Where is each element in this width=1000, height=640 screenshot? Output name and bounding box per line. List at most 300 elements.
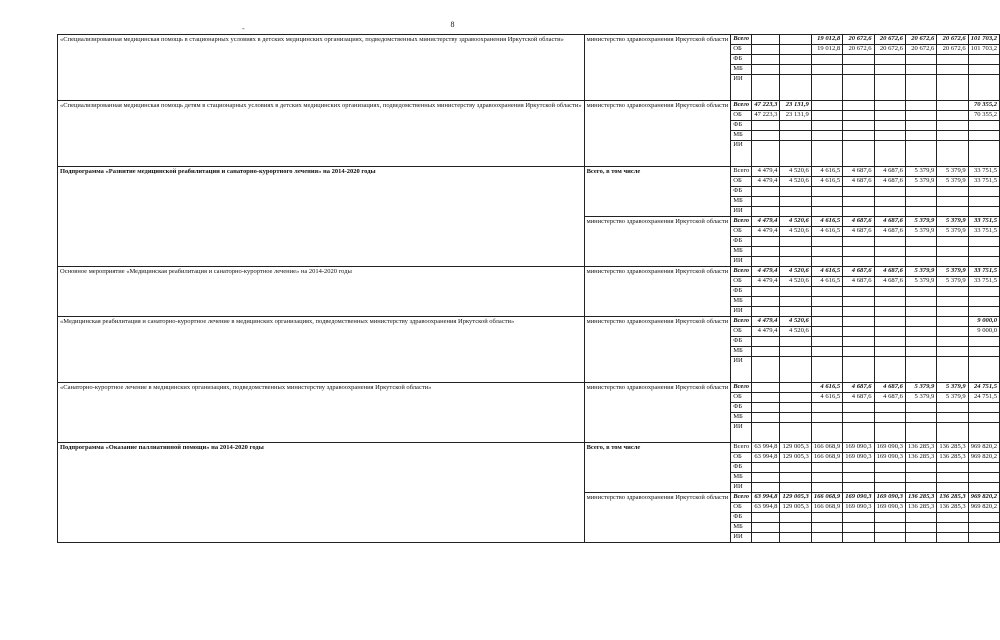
- value-cell: [905, 75, 936, 101]
- value-cell: [874, 337, 905, 347]
- value-cell: [874, 75, 905, 101]
- value-cell: 169 090,3: [874, 493, 905, 503]
- value-cell: [752, 237, 780, 247]
- value-cell: [843, 483, 874, 493]
- value-cell: [780, 483, 811, 493]
- funding-source-cell: МБ: [731, 347, 752, 357]
- value-cell: [811, 75, 842, 101]
- value-cell: [752, 513, 780, 523]
- value-cell: [968, 463, 999, 473]
- value-cell: [937, 237, 968, 247]
- value-cell: [752, 403, 780, 413]
- value-cell: [752, 483, 780, 493]
- value-cell: 4 479,4: [752, 267, 780, 277]
- funding-source-cell: МБ: [731, 247, 752, 257]
- value-cell: [968, 357, 999, 383]
- program-name-cell: «Медицинская реабилитация и санаторно-курортное лечение в медицинских организациях, подведомственных министерству здравоохранения Иркутской области»: [58, 317, 585, 383]
- value-cell: 5 379,9: [905, 393, 936, 403]
- value-cell: [843, 473, 874, 483]
- value-cell: [780, 393, 811, 403]
- funding-source-cell: МБ: [731, 413, 752, 423]
- value-cell: [874, 101, 905, 111]
- value-cell: [843, 111, 874, 121]
- value-cell: 63 994,8: [752, 443, 780, 453]
- value-cell: 70 355,2: [968, 111, 999, 121]
- value-cell: 33 751,5: [968, 217, 999, 227]
- value-cell: [968, 413, 999, 423]
- value-cell: [937, 513, 968, 523]
- value-cell: 24 751,5: [968, 383, 999, 393]
- value-cell: [937, 257, 968, 267]
- value-cell: [905, 287, 936, 297]
- value-cell: [968, 121, 999, 131]
- value-cell: [968, 65, 999, 75]
- funding-source-cell: Всего: [731, 443, 752, 453]
- value-cell: [780, 237, 811, 247]
- value-cell: [874, 357, 905, 383]
- value-cell: [905, 247, 936, 257]
- value-cell: [752, 257, 780, 267]
- funding-source-cell: Всего: [731, 35, 752, 45]
- value-cell: [843, 513, 874, 523]
- value-cell: 4 520,6: [780, 227, 811, 237]
- executor-cell: министерство здравоохранения Иркутской области: [584, 101, 731, 167]
- value-cell: 969 820,2: [968, 493, 999, 503]
- value-cell: [874, 65, 905, 75]
- value-cell: [937, 533, 968, 543]
- value-cell: 101 703,2: [968, 35, 999, 45]
- value-cell: [843, 141, 874, 167]
- value-cell: [874, 423, 905, 443]
- value-cell: [752, 383, 780, 393]
- value-cell: 136 285,3: [937, 493, 968, 503]
- table-row: [58, 383, 1000, 393]
- funding-source-cell: МБ: [731, 65, 752, 75]
- value-cell: 5 379,9: [905, 383, 936, 393]
- value-cell: [905, 337, 936, 347]
- value-cell: [843, 403, 874, 413]
- value-cell: 63 994,8: [752, 493, 780, 503]
- value-cell: 5 379,9: [905, 217, 936, 227]
- value-cell: [752, 413, 780, 423]
- value-cell: 5 379,9: [905, 177, 936, 187]
- value-cell: [937, 463, 968, 473]
- value-cell: [811, 403, 842, 413]
- value-cell: [780, 403, 811, 413]
- funding-source-cell: МБ: [731, 523, 752, 533]
- value-cell: [937, 187, 968, 197]
- funding-source-cell: ФБ: [731, 187, 752, 197]
- value-cell: [843, 327, 874, 337]
- value-cell: [811, 111, 842, 121]
- value-cell: 5 379,9: [937, 217, 968, 227]
- value-cell: [752, 55, 780, 65]
- value-cell: [905, 483, 936, 493]
- program-name-cell: «Специализированная медицинская помощь детям в стационарных условиях в детских медицинских организациях, подведомственных министерству здравоохранения Иркутской области»: [58, 101, 585, 167]
- value-cell: 4 616,5: [811, 177, 842, 187]
- value-cell: [780, 337, 811, 347]
- value-cell: 4 687,6: [843, 267, 874, 277]
- value-cell: [968, 473, 999, 483]
- value-cell: [874, 111, 905, 121]
- funding-source-cell: ОБ: [731, 277, 752, 287]
- value-cell: [780, 121, 811, 131]
- value-cell: 33 751,5: [968, 227, 999, 237]
- value-cell: [937, 523, 968, 533]
- value-cell: [780, 383, 811, 393]
- value-cell: [780, 513, 811, 523]
- value-cell: 129 005,3: [780, 443, 811, 453]
- value-cell: [843, 523, 874, 533]
- value-cell: [905, 55, 936, 65]
- funding-source-cell: ИИ: [731, 141, 752, 167]
- value-cell: [811, 473, 842, 483]
- value-cell: [905, 403, 936, 413]
- value-cell: [843, 317, 874, 327]
- value-cell: [811, 307, 842, 317]
- value-cell: 4 687,6: [843, 217, 874, 227]
- value-cell: 4 479,4: [752, 217, 780, 227]
- header-mark: -: [242, 24, 245, 33]
- value-cell: [905, 237, 936, 247]
- value-cell: [905, 463, 936, 473]
- value-cell: [968, 533, 999, 543]
- value-cell: 5 379,9: [905, 167, 936, 177]
- value-cell: 9 000,0: [968, 327, 999, 337]
- funding-source-cell: ИИ: [731, 423, 752, 443]
- value-cell: 169 090,3: [874, 453, 905, 463]
- value-cell: [905, 197, 936, 207]
- value-cell: [874, 513, 905, 523]
- value-cell: [780, 287, 811, 297]
- table-row: [58, 101, 1000, 111]
- value-cell: [968, 247, 999, 257]
- value-cell: 63 994,8: [752, 453, 780, 463]
- value-cell: 4 520,6: [780, 267, 811, 277]
- program-name-cell: «Санаторно-курортное лечение в медицинских организациях, подведомственных министерству здравоохранения Иркутской области»: [58, 383, 585, 443]
- funding-source-cell: Всего: [731, 217, 752, 227]
- executor-cell: министерство здравоохранения Иркутской области: [584, 383, 731, 443]
- value-cell: [780, 297, 811, 307]
- value-cell: 166 068,9: [811, 453, 842, 463]
- value-cell: [752, 75, 780, 101]
- value-cell: [968, 347, 999, 357]
- value-cell: [905, 297, 936, 307]
- funding-source-cell: Всего: [731, 317, 752, 327]
- value-cell: [937, 111, 968, 121]
- value-cell: [780, 187, 811, 197]
- value-cell: 20 672,6: [874, 35, 905, 45]
- value-cell: 4 687,6: [874, 383, 905, 393]
- value-cell: 166 068,9: [811, 493, 842, 503]
- value-cell: [780, 257, 811, 267]
- value-cell: 4 687,6: [843, 277, 874, 287]
- value-cell: 4 479,4: [752, 177, 780, 187]
- value-cell: 4 520,6: [780, 317, 811, 327]
- value-cell: [843, 297, 874, 307]
- value-cell: [937, 207, 968, 217]
- value-cell: 169 090,3: [843, 443, 874, 453]
- value-cell: 4 616,5: [811, 383, 842, 393]
- value-cell: [968, 483, 999, 493]
- value-cell: [937, 357, 968, 383]
- funding-source-cell: ОБ: [731, 177, 752, 187]
- value-cell: [905, 207, 936, 217]
- executor-cell: министерство здравоохранения Иркутской области: [584, 493, 731, 543]
- value-cell: [874, 287, 905, 297]
- funding-source-cell: Всего: [731, 383, 752, 393]
- value-cell: 969 820,2: [968, 453, 999, 463]
- value-cell: [811, 297, 842, 307]
- value-cell: [780, 35, 811, 45]
- value-cell: [874, 237, 905, 247]
- value-cell: [874, 297, 905, 307]
- value-cell: [905, 473, 936, 483]
- value-cell: [843, 207, 874, 217]
- value-cell: [752, 65, 780, 75]
- funding-source-cell: ИИ: [731, 483, 752, 493]
- value-cell: [780, 55, 811, 65]
- value-cell: [811, 121, 842, 131]
- value-cell: [752, 463, 780, 473]
- value-cell: 20 672,6: [843, 45, 874, 55]
- value-cell: 169 090,3: [843, 453, 874, 463]
- value-cell: [874, 413, 905, 423]
- value-cell: 169 090,3: [874, 503, 905, 513]
- value-cell: 5 379,9: [937, 177, 968, 187]
- funding-source-cell: ФБ: [731, 403, 752, 413]
- value-cell: [811, 337, 842, 347]
- value-cell: [968, 523, 999, 533]
- value-cell: 47 223,3: [752, 101, 780, 111]
- funding-source-cell: ИИ: [731, 75, 752, 101]
- value-cell: 47 223,3: [752, 111, 780, 121]
- value-cell: [937, 287, 968, 297]
- value-cell: [937, 247, 968, 257]
- value-cell: [874, 533, 905, 543]
- value-cell: 5 379,9: [937, 277, 968, 287]
- funding-source-cell: ОБ: [731, 453, 752, 463]
- funding-source-cell: Всего: [731, 101, 752, 111]
- value-cell: 23 131,9: [780, 111, 811, 121]
- value-cell: [905, 347, 936, 357]
- value-cell: 136 285,3: [905, 503, 936, 513]
- value-cell: [752, 297, 780, 307]
- value-cell: [811, 131, 842, 141]
- value-cell: [811, 357, 842, 383]
- value-cell: 4 687,6: [843, 227, 874, 237]
- value-cell: 4 616,5: [811, 277, 842, 287]
- value-cell: [905, 141, 936, 167]
- value-cell: [937, 327, 968, 337]
- value-cell: [937, 423, 968, 443]
- value-cell: 24 751,5: [968, 393, 999, 403]
- value-cell: 4 687,6: [874, 167, 905, 177]
- value-cell: [780, 247, 811, 257]
- value-cell: [752, 473, 780, 483]
- value-cell: [843, 357, 874, 383]
- funding-source-cell: ОБ: [731, 45, 752, 55]
- value-cell: [843, 287, 874, 297]
- value-cell: 969 820,2: [968, 503, 999, 513]
- value-cell: 5 379,9: [937, 383, 968, 393]
- value-cell: [752, 45, 780, 55]
- value-cell: 4 520,6: [780, 177, 811, 187]
- value-cell: [937, 75, 968, 101]
- value-cell: 4 687,6: [874, 227, 905, 237]
- value-cell: [905, 533, 936, 543]
- value-cell: [968, 197, 999, 207]
- funding-source-cell: ФБ: [731, 463, 752, 473]
- value-cell: [811, 413, 842, 423]
- value-cell: [780, 533, 811, 543]
- value-cell: [937, 131, 968, 141]
- value-cell: [780, 197, 811, 207]
- value-cell: 136 285,3: [905, 443, 936, 453]
- value-cell: [905, 413, 936, 423]
- value-cell: [843, 257, 874, 267]
- value-cell: 5 379,9: [937, 393, 968, 403]
- value-cell: 20 672,6: [937, 45, 968, 55]
- value-cell: 20 672,6: [937, 35, 968, 45]
- value-cell: [968, 207, 999, 217]
- funding-source-cell: Всего: [731, 493, 752, 503]
- value-cell: 4 687,6: [843, 167, 874, 177]
- funding-source-cell: ИИ: [731, 307, 752, 317]
- value-cell: 4 616,5: [811, 267, 842, 277]
- value-cell: [968, 237, 999, 247]
- value-cell: [811, 237, 842, 247]
- funding-source-cell: МБ: [731, 297, 752, 307]
- table-row: [58, 267, 1000, 277]
- program-name-cell: «Специализированная медицинская помощь в стационарных условиях в детских медицинских организациях, подведомственных министерству здравоохранения Иркутской области»: [58, 35, 585, 101]
- value-cell: [752, 423, 780, 443]
- value-cell: [937, 473, 968, 483]
- value-cell: [843, 423, 874, 443]
- value-cell: [968, 75, 999, 101]
- budget-table: [57, 34, 1000, 543]
- value-cell: [811, 483, 842, 493]
- value-cell: [752, 533, 780, 543]
- value-cell: [905, 317, 936, 327]
- value-cell: 169 090,3: [843, 503, 874, 513]
- value-cell: [937, 101, 968, 111]
- value-cell: [905, 357, 936, 383]
- value-cell: [874, 483, 905, 493]
- value-cell: [905, 513, 936, 523]
- value-cell: 20 672,6: [843, 35, 874, 45]
- value-cell: 70 355,2: [968, 101, 999, 111]
- value-cell: 23 131,9: [780, 101, 811, 111]
- value-cell: [780, 207, 811, 217]
- value-cell: [811, 141, 842, 167]
- value-cell: 129 005,3: [780, 503, 811, 513]
- value-cell: [843, 533, 874, 543]
- value-cell: [811, 317, 842, 327]
- value-cell: [780, 131, 811, 141]
- value-cell: [780, 75, 811, 101]
- value-cell: [811, 327, 842, 337]
- value-cell: 4 687,6: [874, 177, 905, 187]
- value-cell: 4 479,4: [752, 317, 780, 327]
- value-cell: [843, 347, 874, 357]
- value-cell: [937, 307, 968, 317]
- value-cell: 4 687,6: [874, 393, 905, 403]
- value-cell: [780, 357, 811, 383]
- value-cell: 5 379,9: [905, 277, 936, 287]
- value-cell: 4 520,6: [780, 217, 811, 227]
- value-cell: [905, 423, 936, 443]
- value-cell: [843, 187, 874, 197]
- value-cell: [937, 483, 968, 493]
- value-cell: [752, 287, 780, 297]
- executor-cell: министерство здравоохранения Иркутской области: [584, 267, 731, 317]
- value-cell: 4 520,6: [780, 277, 811, 287]
- value-cell: [968, 141, 999, 167]
- value-cell: [905, 131, 936, 141]
- value-cell: [811, 187, 842, 197]
- value-cell: [780, 347, 811, 357]
- value-cell: [843, 121, 874, 131]
- funding-source-cell: ФБ: [731, 121, 752, 131]
- value-cell: 5 379,9: [905, 267, 936, 277]
- table-row: [58, 443, 1000, 453]
- value-cell: 4 687,6: [874, 267, 905, 277]
- value-cell: 9 000,0: [968, 317, 999, 327]
- value-cell: [874, 131, 905, 141]
- value-cell: 4 687,6: [874, 277, 905, 287]
- value-cell: [843, 131, 874, 141]
- value-cell: [874, 207, 905, 217]
- value-cell: [752, 337, 780, 347]
- value-cell: [905, 121, 936, 131]
- value-cell: [843, 101, 874, 111]
- value-cell: [811, 101, 842, 111]
- value-cell: [780, 523, 811, 533]
- program-name-cell: Основное мероприятие «Медицинская реабилитация и санаторно-курортное лечение» на 2014-2020 годы: [58, 267, 585, 317]
- program-name-cell: Подпрограмма «Развитие медицинской реабилитации и санаторно-курортного лечения» на 2014-2020 годы: [58, 167, 585, 267]
- funding-source-cell: Всего: [731, 167, 752, 177]
- value-cell: 5 379,9: [937, 227, 968, 237]
- value-cell: [780, 423, 811, 443]
- value-cell: [874, 141, 905, 167]
- value-cell: [843, 75, 874, 101]
- value-cell: [811, 533, 842, 543]
- value-cell: [843, 307, 874, 317]
- value-cell: 33 751,5: [968, 277, 999, 287]
- value-cell: [752, 523, 780, 533]
- value-cell: 4 479,4: [752, 327, 780, 337]
- value-cell: [968, 403, 999, 413]
- value-cell: [937, 337, 968, 347]
- value-cell: [752, 141, 780, 167]
- value-cell: [874, 473, 905, 483]
- value-cell: 33 751,5: [968, 177, 999, 187]
- value-cell: 136 285,3: [937, 443, 968, 453]
- value-cell: [752, 187, 780, 197]
- funding-source-cell: ИИ: [731, 357, 752, 383]
- value-cell: [780, 45, 811, 55]
- value-cell: 4 479,4: [752, 277, 780, 287]
- funding-source-cell: ИИ: [731, 257, 752, 267]
- value-cell: [780, 141, 811, 167]
- value-cell: [968, 337, 999, 347]
- funding-source-cell: ИИ: [731, 533, 752, 543]
- value-cell: [811, 257, 842, 267]
- value-cell: 4 616,5: [811, 217, 842, 227]
- value-cell: 4 687,6: [843, 177, 874, 187]
- value-cell: [843, 337, 874, 347]
